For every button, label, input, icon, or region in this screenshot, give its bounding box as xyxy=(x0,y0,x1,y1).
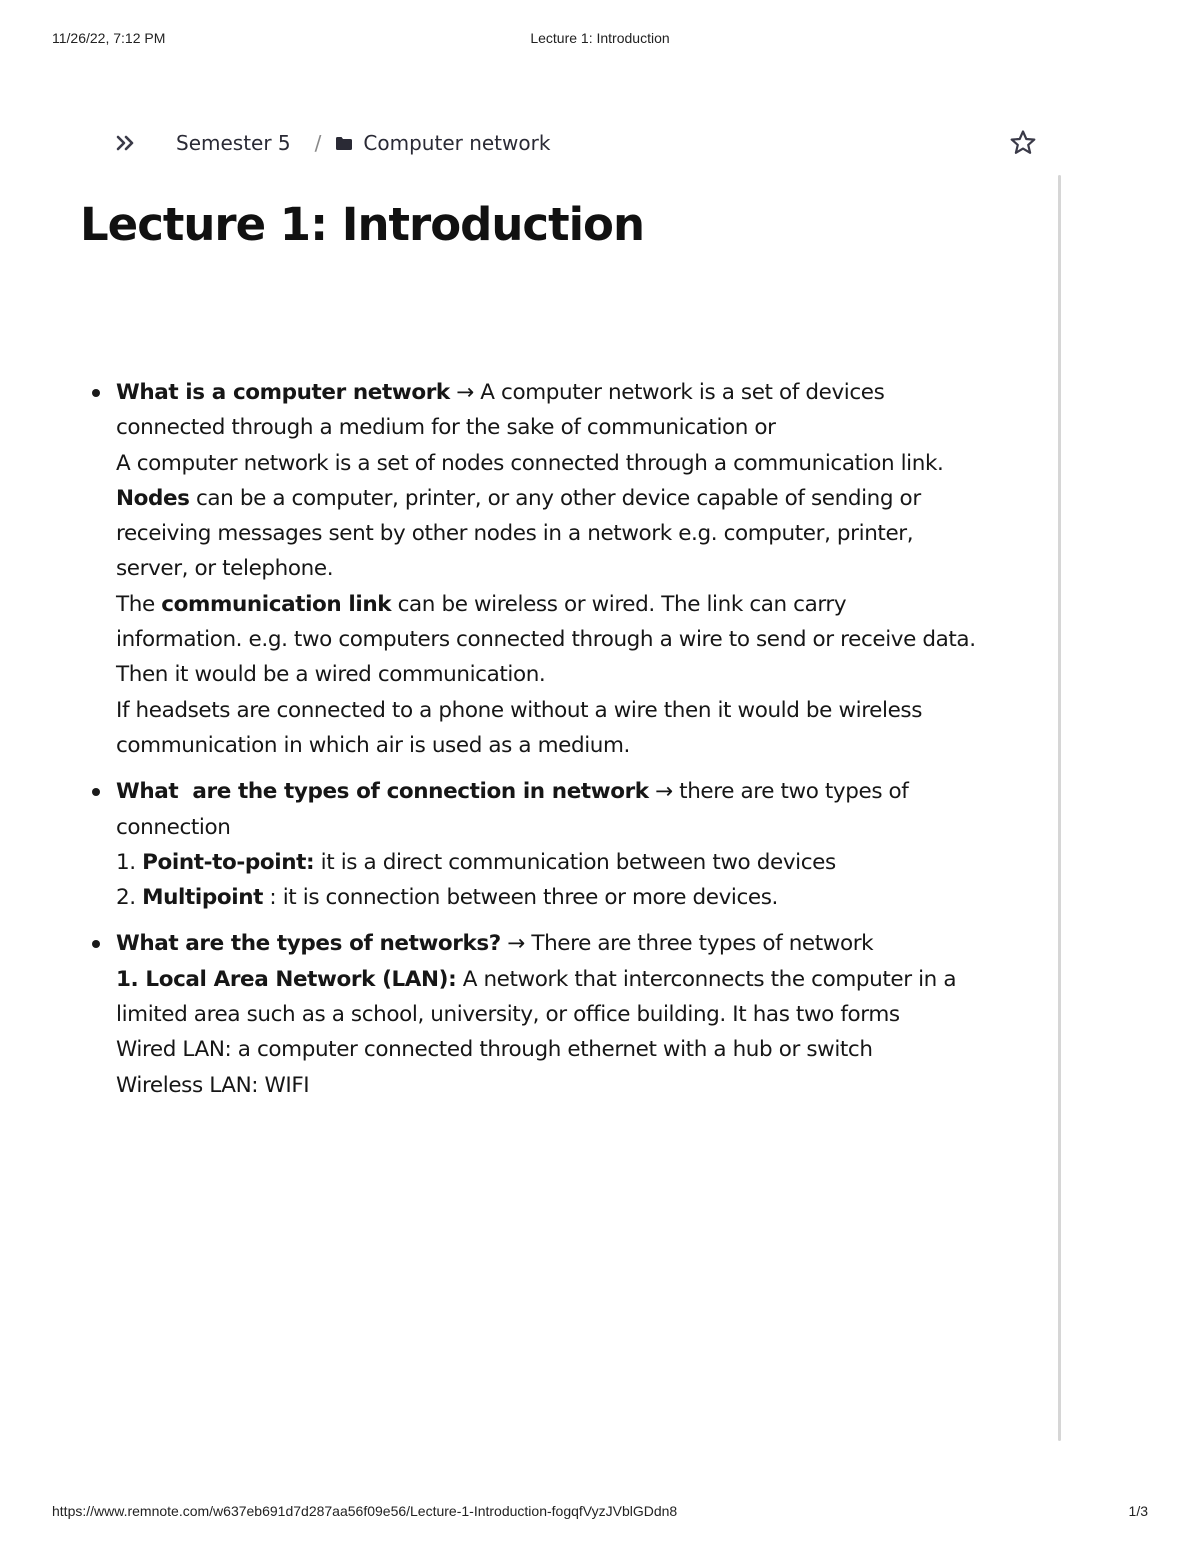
list-item[interactable] xyxy=(86,774,976,915)
print-doc-title: Lecture 1: Introduction xyxy=(530,30,670,46)
bold-term: 1. Local Area Network (LAN): xyxy=(116,966,457,992)
bold-term: Multipoint xyxy=(142,885,263,911)
bullet-dot xyxy=(92,788,100,796)
print-footer xyxy=(0,1503,1200,1523)
breadcrumb-item-semester[interactable]: Semester 5 xyxy=(176,131,291,155)
notes-list xyxy=(86,375,976,1114)
star-icon[interactable] xyxy=(1008,128,1038,158)
print-header xyxy=(0,30,1200,50)
answer-text: there are two types of connection xyxy=(116,779,909,840)
note-text: : it is connection between three or more devices. xyxy=(263,885,778,911)
bold-term: Point-to-point: xyxy=(142,849,315,875)
note-text: it is a direct communication between two devices xyxy=(314,849,836,875)
note-text: A network that interconnects the computer in a limited area such as a school, university, or office building. It has two forms xyxy=(116,966,957,1028)
scrollbar-track[interactable] xyxy=(1058,175,1061,1441)
double-chevron-right-icon[interactable] xyxy=(114,131,138,155)
note-line xyxy=(116,962,976,1033)
page-title: Lecture 1: Introduction xyxy=(80,198,644,251)
answer-text: There are three types of network xyxy=(531,931,874,957)
breadcrumb xyxy=(114,128,550,158)
bullet-dot xyxy=(92,389,100,397)
print-datetime: 11/26/22, 7:12 PM xyxy=(52,30,166,46)
list-item[interactable] xyxy=(86,375,976,763)
note-prefix: 2. xyxy=(116,885,143,911)
note-text: can be wireless or wired. The link can carry information. e.g. two computers connected through a wire to send or receive data. Then it would be a wired communication. xyxy=(116,591,976,688)
note-line xyxy=(116,845,976,880)
bullet-heading xyxy=(116,774,976,845)
arrow-separator: → xyxy=(648,779,680,805)
note-line: A computer network is a set of nodes connected through a communication link. xyxy=(116,450,944,476)
note-line: If headsets are connected to a phone without a wire then it would be wireless communication in which air is used as a medium. xyxy=(116,697,922,758)
question-text: What is a computer network xyxy=(116,380,450,405)
breadcrumb-separator: / xyxy=(314,131,322,155)
breadcrumb-item-computer-network[interactable]: Computer network xyxy=(363,131,551,155)
note-prefix: 1. xyxy=(116,849,143,875)
note-line xyxy=(116,481,976,587)
note-line xyxy=(116,587,976,693)
note-prefix: The xyxy=(116,591,162,617)
bold-term: Nodes xyxy=(116,485,190,511)
print-url: https://www.remnote.com/w637eb691d7d287aa56f09e56/Lecture-1-Introduction-fogqfVyzJVblGDdn8 xyxy=(52,1503,678,1519)
folder-icon xyxy=(335,136,353,151)
print-page-number: 1/3 xyxy=(1128,1503,1148,1519)
note-line xyxy=(116,880,976,915)
question-text: What are the types of connection in network xyxy=(116,779,649,805)
note-line: Wired LAN: a computer connected through ethernet with a hub or switch xyxy=(116,1037,873,1063)
arrow-separator: → xyxy=(449,380,481,405)
bullet-dot xyxy=(92,940,100,948)
arrow-separator: → xyxy=(500,931,532,957)
note-text: can be a computer, printer, or any other device capable of sending or receiving messages sent by other nodes in a network e.g. computer, printer, server, or telephone. xyxy=(116,485,921,582)
note-line: Wireless LAN: WIFI xyxy=(116,1072,310,1098)
list-item[interactable] xyxy=(86,926,976,1102)
bullet-heading xyxy=(116,926,976,961)
bold-term: communication link xyxy=(161,591,392,617)
answer-text: A computer network is a set of devices connected through a medium for the sake of communication or xyxy=(116,380,885,441)
bullet-heading xyxy=(116,375,976,446)
question-text: What are the types of networks? xyxy=(116,931,501,957)
